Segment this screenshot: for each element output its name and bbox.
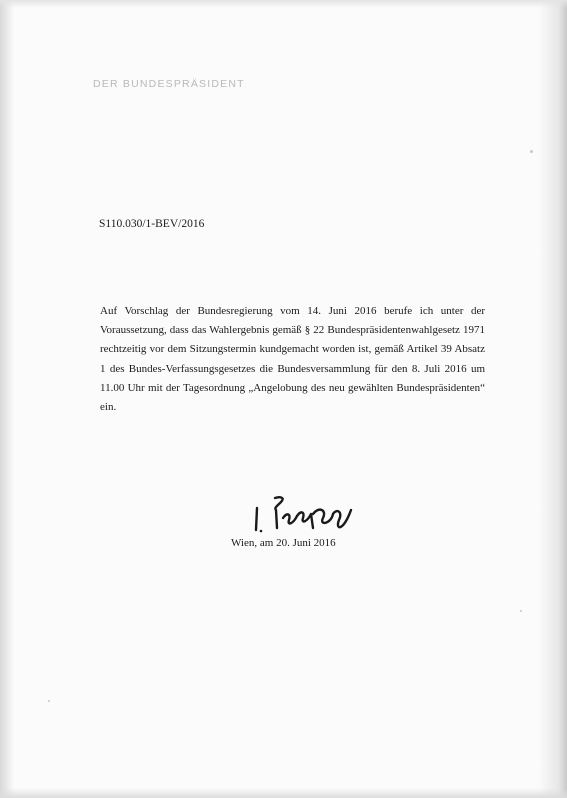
reference-number: S110.030/1-BEV/2016: [99, 218, 205, 230]
scan-shadow-top: [0, 0, 567, 8]
scan-shadow-left: [0, 0, 14, 798]
body-paragraph: Auf Vorschlag der Bundesregierung vom 14. Juni 2016 berufe ich unter der Voraussetzung, dass das Wahlergebnis gemäß § 22 Bundespräsidentenwahlgesetz 1971 rechtzeitig vor dem Sitzungstermin kundgemacht worden ist, gemäß Artikel 39 Absatz 1 des Bundes-Verfassungsgesetzes die Bundesversammlung für den 8. Juli 2016 um 11.00 Uhr mit der Tagesordnung „Angelobung des neu gewählten Bundespräsidenten“ ein.: [100, 305, 485, 414]
scan-speck: [520, 610, 522, 612]
scan-speck: [48, 700, 50, 702]
scan-shadow-bottom: [0, 788, 567, 798]
scan-shadow-right: [539, 0, 567, 798]
place-date: Wien, am 20. Juni 2016: [231, 537, 336, 549]
scan-speck: [530, 150, 533, 153]
letterhead: DER BUNDESPRÄSIDENT: [93, 78, 245, 90]
signature: [247, 488, 367, 538]
